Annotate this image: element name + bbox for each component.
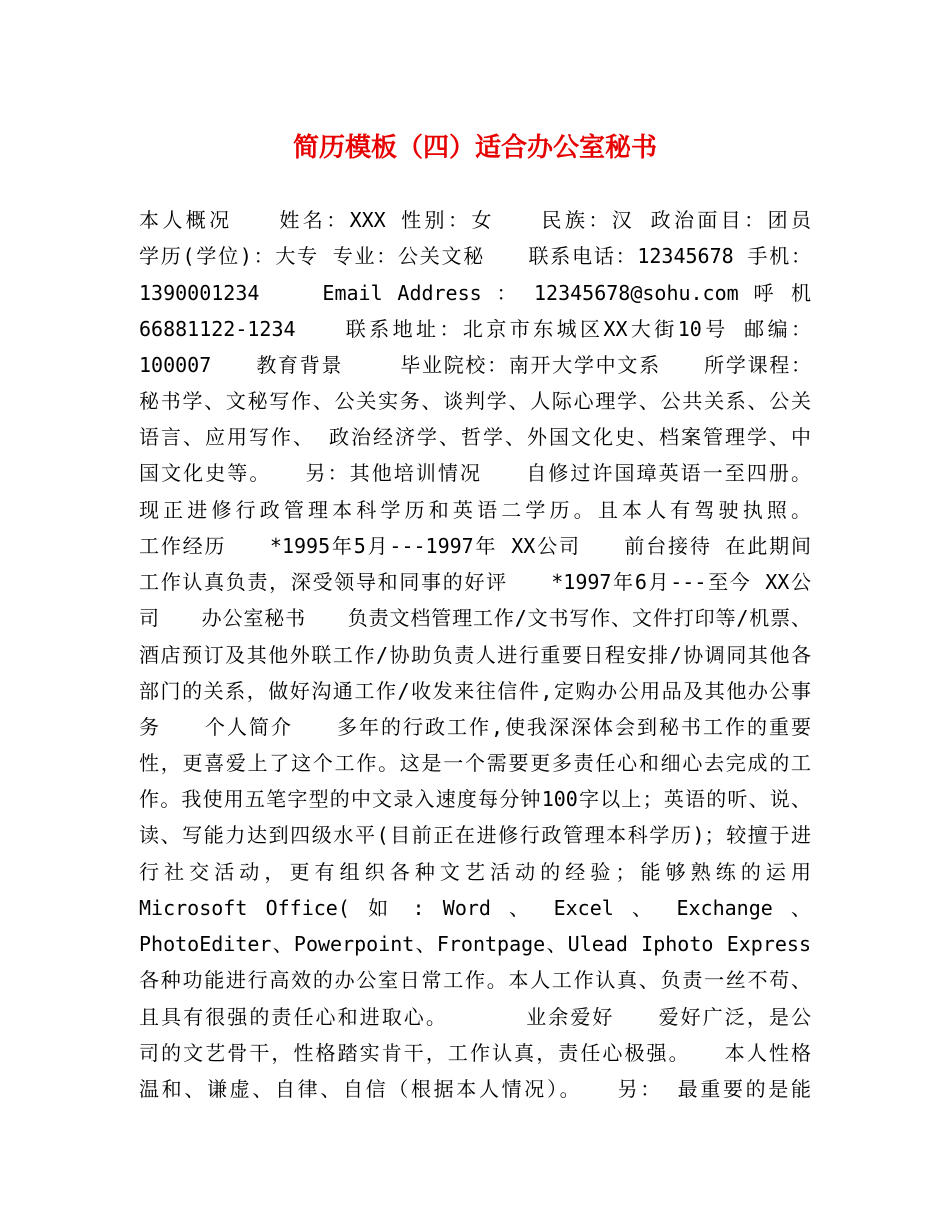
body-line: PhotoEditer、Powerpoint、Frontpage、Ulead Iphoto Express xyxy=(139,932,811,956)
body-line: 100007 教育背景 毕业院校：南开大学中文系 所学课程： xyxy=(139,353,811,377)
body-line: 本人概况 姓名：XXX 性别：女 民族：汉 政治面目：团员 xyxy=(139,208,811,232)
body-line: 酒店预订及其他外联工作/协助负责人进行重要日程安排/协调同其他各 xyxy=(139,643,811,667)
body-line: 司的文艺骨干，性格踏实肯干，工作认真，责任心极强。 本人性格 xyxy=(139,1041,811,1065)
body-line: 66881122-1234 联系地址：北京市东城区XX大街10号 邮编： xyxy=(139,317,811,341)
body-line: 读、写能力达到四级水平(目前正在进修行政管理本科学历)；较擅于进 xyxy=(139,823,811,847)
body-line: 性，更喜爱上了这个工作。这是一个需要更多责任心和细心去完成的工 xyxy=(139,751,811,775)
body-line: 且具有很强的责任心和进取心。 业余爱好 爱好广泛，是公 xyxy=(139,1005,811,1029)
body-line: 作。我使用五笔字型的中文录入速度每分钟100字以上；英语的听、说、 xyxy=(139,787,811,811)
body-line: 司 办公室秘书 负责文档管理工作/文书写作、文件打印等/机票、 xyxy=(139,606,811,630)
body-line: 工作认真负责，深受领导和同事的好评 *1997年6月---至今 XX公 xyxy=(139,570,811,594)
body-line: 1390001234 Email Address ： 12345678@sohu.com 呼 机 xyxy=(139,281,811,305)
body-line: 温和、谦虚、自律、自信（根据本人情况）。 另： 最重要的是能 xyxy=(139,1077,811,1101)
body-line: 国文化史等。 另：其他培训情况 自修过许国璋英语一至四册。 xyxy=(139,461,811,485)
body-line: 行社交活动，更有组织各种文艺活动的经验；能够熟练的运用 xyxy=(139,860,811,884)
body-line: 工作经历 *1995年5月---1997年 XX公司 前台接待 在此期间 xyxy=(139,534,811,558)
body-line: 学历(学位)：大专 专业：公关文秘 联系电话：12345678 手机： xyxy=(139,244,811,268)
body-line: 部门的关系，做好沟通工作/收发来往信件,定购办公用品及其他办公事 xyxy=(139,679,811,703)
body-line: 务 个人简介 多年的行政工作,使我深深体会到秘书工作的重要 xyxy=(139,715,811,739)
body-line: 秘书学、文秘写作、公关实务、谈判学、人际心理学、公共关系、公关 xyxy=(139,389,811,413)
body-line: Microsoft Office( 如 : Word 、 Excel 、 Exchange 、 xyxy=(139,896,811,920)
body-line: 各种功能进行高效的办公室日常工作。本人工作认真、负责一丝不苟、 xyxy=(139,968,811,992)
body-line: 语言、应用写作、 政治经济学、哲学、外国文化史、档案管理学、中 xyxy=(139,425,811,449)
body-line: 现正进修行政管理本科学历和英语二学历。且本人有驾驶执照。 xyxy=(139,498,811,522)
document-title: 简历模板（四）适合办公室秘书 xyxy=(292,133,657,163)
